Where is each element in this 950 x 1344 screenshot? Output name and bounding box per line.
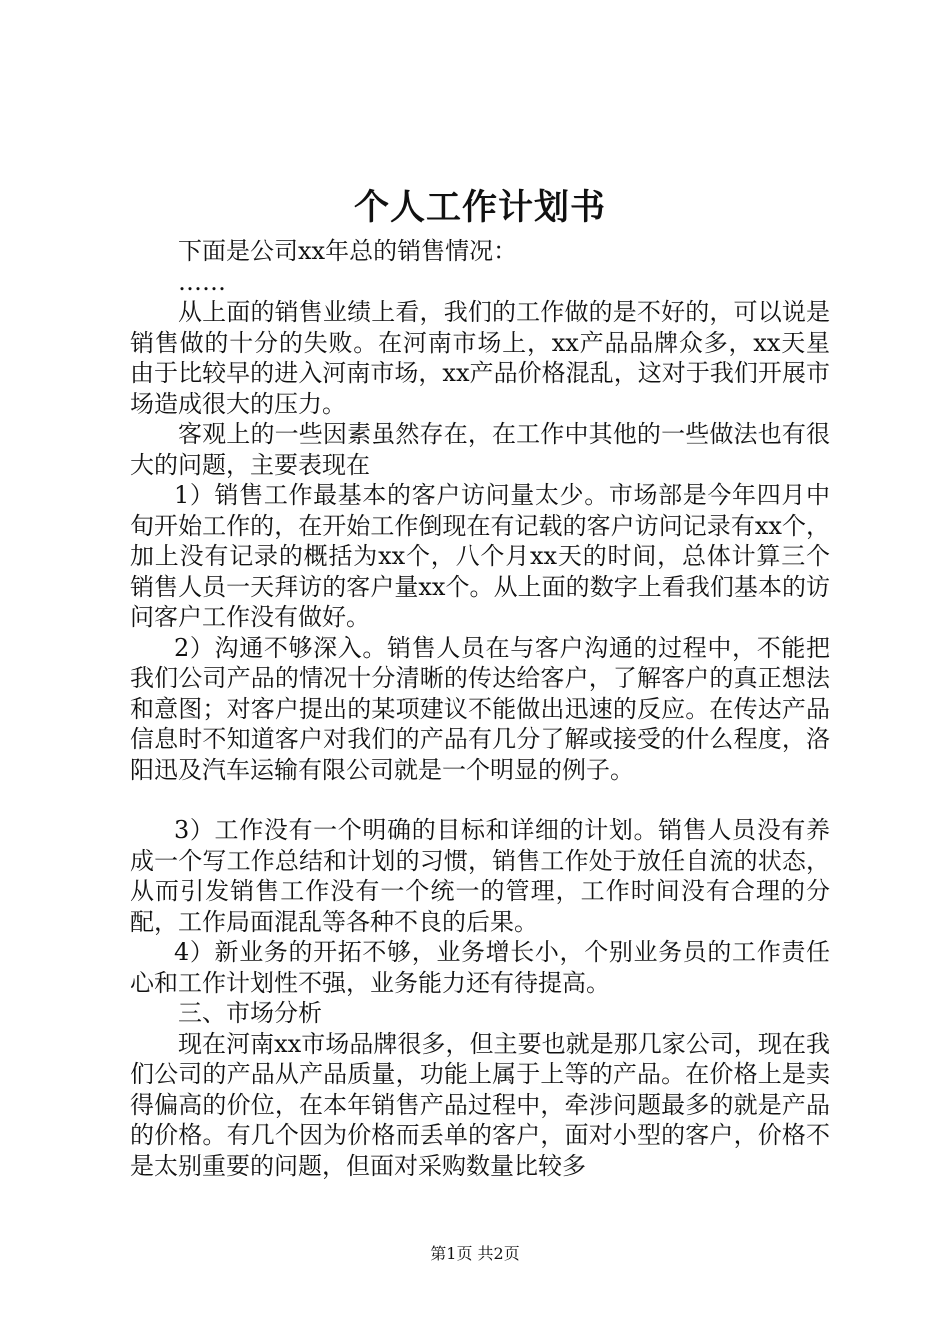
document-title: 个人工作计划书 xyxy=(353,187,606,228)
section-heading-market-analysis: 三、市场分析 xyxy=(178,999,322,1027)
page-number-footer: 第1页 共2页 xyxy=(430,1244,520,1263)
paragraph-sales-performance: 从上面的销售业绩上看，我们的工作做的是不好的，可以说是销售做的十分的失败。在河南市场上，xx产品品牌众多，xx天星由于比较早的进入河南市场，xx产品价格混乱，这对于我们开展市场造成很大的压力。 xyxy=(130,298,830,418)
document-page xyxy=(130,180,830,1181)
paragraph-issue-1: 1）销售工作最基本的客户访问量太少。市场部是今年四月中旬开始工作的，在开始工作倒现在有记载的客户访问记录有xx个，加上没有记录的概括为xx个，八个月xx天的时间，总体计算三个销售人员一天拜访的客户量xx个。从上面的数字上看我们基本的访问客户工作没有做好。 xyxy=(130,481,830,631)
paragraph-ellipsis: …… xyxy=(178,267,226,296)
paragraph-sales-intro: 下面是公司xx年总的销售情况： xyxy=(178,237,518,265)
paragraph-issue-3: 3）工作没有一个明确的目标和详细的计划。销售人员没有养成一个写工作总结和计划的习惯，销售工作处于放任自流的状态，从而引发销售工作没有一个统一的管理，工作时间没有合理的分配，工作局面混乱等各种不良的后果。 xyxy=(130,816,830,936)
paragraph-market-analysis: 现在河南xx市场品牌很多，但主要也就是那几家公司，现在我们公司的产品从产品质量，功能上属于上等的产品。在价格上是卖得偏高的价位，在本年销售产品过程中，牵涉问题最多的就是产品的价格。有几个因为价格而丢单的客户，面对小型的客户，价格不是太别重要的问题，但面对采购数量比较多 xyxy=(130,1029,830,1180)
blank-line xyxy=(130,785,830,815)
paragraph-issue-2: 2）沟通不够深入。销售人员在与客户沟通的过程中，不能把我们公司产品的情况十分清晰的传达给客户，了解客户的真正想法和意图；对客户提出的某项建议不能做出迅速的反应。在传达产品信息时不知道客户对我们的产品有几分了解或接受的什么程度，洛阳迅及汽车运输有限公司就是一个明显的例子。 xyxy=(130,633,830,784)
paragraph-objective-factors: 客观上的一些因素虽然存在，在工作中其他的一些做法也有很大的问题，主要表现在 xyxy=(130,420,830,479)
paragraph-issue-4: 4）新业务的开拓不够，业务增长小，个别业务员的工作责任心和工作计划性不强，业务能力还有待提高。 xyxy=(130,938,830,997)
